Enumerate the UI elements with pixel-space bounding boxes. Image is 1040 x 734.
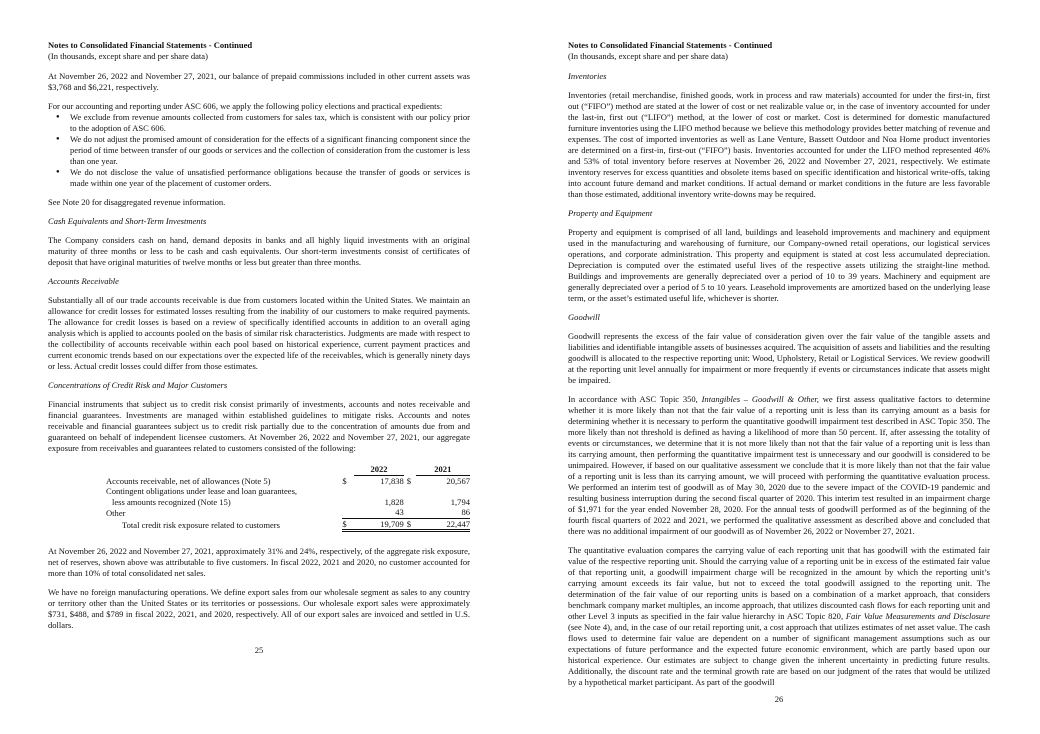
value-2021: 22,447 [416,518,470,531]
table-row [106,486,470,497]
heading-credit-risk: Concentrations of Credit Risk and Major Customers [48,380,228,390]
page-26 [520,0,1040,734]
page-header-subtitle: (In thousands, except share and per share data) [568,51,728,61]
paragraph-credit-risk: Financial instruments that subject us to credit risk consist primarily of investments, accounts and notes receivable and financial guarantees. Investments are managed within established guidelines to mitigate risks. Accounts and notes receivable and financial guarantees subject us to credit risk partially due to the concentration of amounts due from and guaranteed on behalf of independent licensee customers. At November 26, 2022 and November 27, 2021, our aggregate exposure from receivables and guarantees related to customers consisted of the following: [48,399,470,453]
text: we first assess qualitative factors to determine whether it is more likely than not that the fair value of a reporting unit is less than its carrying amount as a basis for determining whether it is necessary to perform the quantitative goodwill impairment test described in ASC Topic 350. The more likely than not threshold is defined as having a likelihood of more than 50 percent. If, after assessing the totality of events or circumstances, we determine that it is not more likely than not that the fair value of a reporting unit is less than its carrying amount, then performing the quantitative impairment test is unnecessary and our goodwill is considered to be unimpaired. However, if based on our qualitative assessment we conclude that it is more likely than not that the fair value of a reporting unit is less than its carrying amount, we will proceed with performing the quantitative evaluation process. We performed an interim test of goodwill as of May 30, 2020 due to the severe impact of the COVID-19 pandemic and resulting business interruption during the second fiscal quarter of 2020. This interim test resulted in an impairment charge of $1,971 for the year ended November 28, 2020. For the annual tests of goodwill performed as of the beginning of the fourth fiscal quarters of 2022 and 2021, we performed the qualitative assessment as described above and concluded that there was no additional impairment of our goodwill as of November 26, 2022 or November 27, 2021. [568,394,991,536]
paragraph-note20: See Note 20 for disaggregated revenue information. [48,197,226,207]
text: (see Note 4), and, in the case of our retail reporting unit, a cost approach that utilizes estimates of net asset value. The cash flows used to determine fair value are dependent on a number of significant management assumptions such as our expectations of future performance and the expected future economic environment, which are partly based upon our historical experience. Our estimates are subject to change given the inherent uncertainty in predicting future results. Additionally, the discount rate and the terminal growth rate are based on our judgment of the rates that would be utilized by a hypothetical market participant. As part of the goodwill [568,622,990,687]
bullet-item: ● We do not adjust the promised amount of consideration for the effects of a significant financing component since the period of time between transfer of our goods or services and the collection of consideration from the customer is less than one year. [48,134,470,167]
currency-symbol: $ [406,475,412,486]
paragraph-goodwill: Goodwill represents the excess of the fair value of consideration given over the fair value of the tangible assets and liabilities and identifiable intangible assets of businesses acquired. The acquisition of assets and liabilities and the resulting goodwill is allocated to the respective reporting unit: Wood, Upholstery, Retail or Logistical Services. We review goodwill at the reporting unit level annually for impairment or more frequently if events or circumstances indicate that assets might be impaired. [568,331,990,385]
page-number: 25 [254,645,264,655]
paragraph-property-equipment: Property and equipment is comprised of all land, buildings and leasehold improvements and machinery and equipment used in the manufacturing and warehousing of furniture, our Company-owned retail operations, our logistical services operations, and corporate administration. This property and equipment is stated at cost less accumulated depreciation. Depreciation is computed over the estimated useful lives of the respective assets utilizing the straight-line method. Buildings and improvements are generally depreciated over a period of 10 to 39 years. Machinery and equipment are generally depreciated over a period of 5 to 10 years. Leasehold improvements are amortized based on the underlying lease term, or the asset’s estimated useful life, whichever is shorter. [568,227,990,303]
column-header-2021: 2021 [416,464,470,475]
row-label: Accounts receivable, net of allowances (Note 5) [106,475,271,486]
page-number: 26 [774,694,784,704]
value-2021: 1,794 [450,496,470,507]
heading-property-equipment: Property and Equipment [568,208,653,218]
table-row [106,497,470,508]
row-label: Contingent obligations under lease and loan guarantees, [106,486,298,496]
heading-cash-equivalents: Cash Equivalents and Short-Term Investments [48,216,207,226]
credit-risk-table [106,464,470,532]
currency-symbol: $ [404,518,416,531]
text-italic: Intangibles – Goodwill & Other, [701,394,819,404]
text: The quantitative evaluation compares the carrying value of each reporting unit that has goodwill with the estimated fair value of the respective reporting unit. Should the carrying value of a reporting unit be in excess of the estimated fair value of that reporting unit, a goodwill impairment charge will be recognized in the amount by which the reporting unit’s carrying amount exceeds its fair value, but not to exceed the total goodwill assigned to the reporting unit. The determination of the fair value of our reporting units is based on a combination of a market approach, that considers benchmark company market multiples, an income approach, that utilizes discounted cash flows for each reporting unit and other Level 3 inputs as specified in the fair value hierarchy in ASC Topic 820, [568,545,990,621]
table-row-total [106,518,470,531]
bullet-item: ● We exclude from revenue amounts collected from customers for sales tax, which is consistent with our policy prior to the adoption of ASC 606. [48,112,470,134]
row-label: Total credit risk exposure related to customers [122,520,280,530]
value-2022: 43 [395,507,404,517]
value-2022: 19,709 [354,518,404,531]
paragraph-export-sales: We have no foreign manufacturing operations. We define export sales from our wholesale segment as sales to any country or territory other than the United States or its territories or possessions. Our wholesale export sales were approximately $731, $488, and $789 in fiscal 2022, 2021, and 2020, respectively. All of our export sales are invoiced and settled in U.S. dollars. [48,587,470,630]
paragraph-asc606: For our accounting and reporting under ASC 606, we apply the following policy elections and practical expedients: [48,101,443,111]
bullet-list [48,112,470,189]
column-header-2022: 2022 [354,464,404,475]
row-label: less amounts recognized (Note 15) [112,496,231,507]
paragraph-accounts-receivable: Substantially all of our trade accounts receivable is due from customers located within the United States. We maintain an allowance for credit losses for estimated losses resulting from the inability of our customers to make required payments. The allowance for credit losses is based on a review of specifically identified accounts in addition to an overall aging analysis which is applied to accounts pooled on the basis of similar risk characteristics. Judgments are made with respect to the collectibility of accounts receivable within each pool based on historical experience, current payment practices and current economic trends based on our expectations over the expected life of the receivables, which is generally ninety days or less. Actual credit losses could differ from those estimates. [48,295,471,371]
page-25 [0,0,520,685]
heading-goodwill: Goodwill [568,312,600,322]
heading-inventories: Inventories [568,71,607,81]
table-row [106,475,470,486]
paragraph-risk-exposure: At November 26, 2022 and November 27, 2021, approximately 31% and 24%, respectively, of the aggregate risk exposure, net of reserves, shown above was attributable to five customers. In fiscal 2022, 2021 and 2020, no customer accounted for more than 10% of total consolidated net sales. [48,546,470,578]
page-header-title: Notes to Consolidated Financial Statements - Continued [568,40,773,50]
paragraph-quantitative-evaluation [568,545,990,688]
bullet-item: ● We do not disclose the value of unsatisfied performance obligations because the transfer of goods or services is made within one year of the placement of customer orders. [48,167,470,189]
text: In accordance with ASC Topic 350, [568,394,702,404]
value-2022: 17,838 [380,475,404,486]
table-row [106,507,470,518]
value-2021: 20,567 [446,475,470,486]
paragraph-inventories: Inventories (retail merchandise, finished goods, work in process and raw materials) accounted for under the first-in, first out (“FIFO”) method are stated at the lower of cost or net realizable value or, in the case of inventory accounted for under the last-in, first out (“LIFO”) method, at the lower of cost or market. Cost is determined for domestic manufactured furniture inventories using the LIFO method because we believe this methodology provides better matching of revenue and expenses. The cost of imported inventories as well as Lane Venture, Bassett Outdoor and Noa Home product inventories are determined on a first-in, first-out (“FIFO”) basis. Inventories accounted for under the LIFO method represented 46% and 53% of total inventory before reserves at November 26, 2022 and November 27, 2021, respectively. We estimate inventory reserves for excess quantities and obsolete items based on specific identification and historical write-offs, taking into account future demand and market conditions. If actual demand or market conditions in the future are less favorable than those estimated, additional inventory write-downs may be required. [568,90,991,199]
currency-symbol: $ [342,518,354,531]
currency-symbol: $ [342,475,347,486]
paragraph-asc350 [568,394,990,537]
value-2021: 86 [461,507,470,517]
paragraph-cash-equivalents: The Company considers cash on hand, demand deposits in banks and all highly liquid investments with an original maturity of three months or less to be cash and cash equivalents. Our short-term investments consist of certificates of deposit that have original maturities of twelve months or less but greater than three months. [48,235,470,267]
page-header-title: Notes to Consolidated Financial Statements - Continued [48,40,253,50]
value-2022: 1,828 [384,496,404,507]
page-header-subtitle: (In thousands, except share and per share data) [48,51,208,61]
row-label: Other [106,507,126,518]
text-italic: Fair Value Measurements and Disclosure [845,611,990,621]
paragraph-prepaid-commissions: At November 26, 2022 and November 27, 2021, our balance of prepaid commissions included in other current assets was $3,768 and $6,221, respectively. [48,71,470,92]
heading-accounts-receivable: Accounts Receivable [48,276,119,286]
